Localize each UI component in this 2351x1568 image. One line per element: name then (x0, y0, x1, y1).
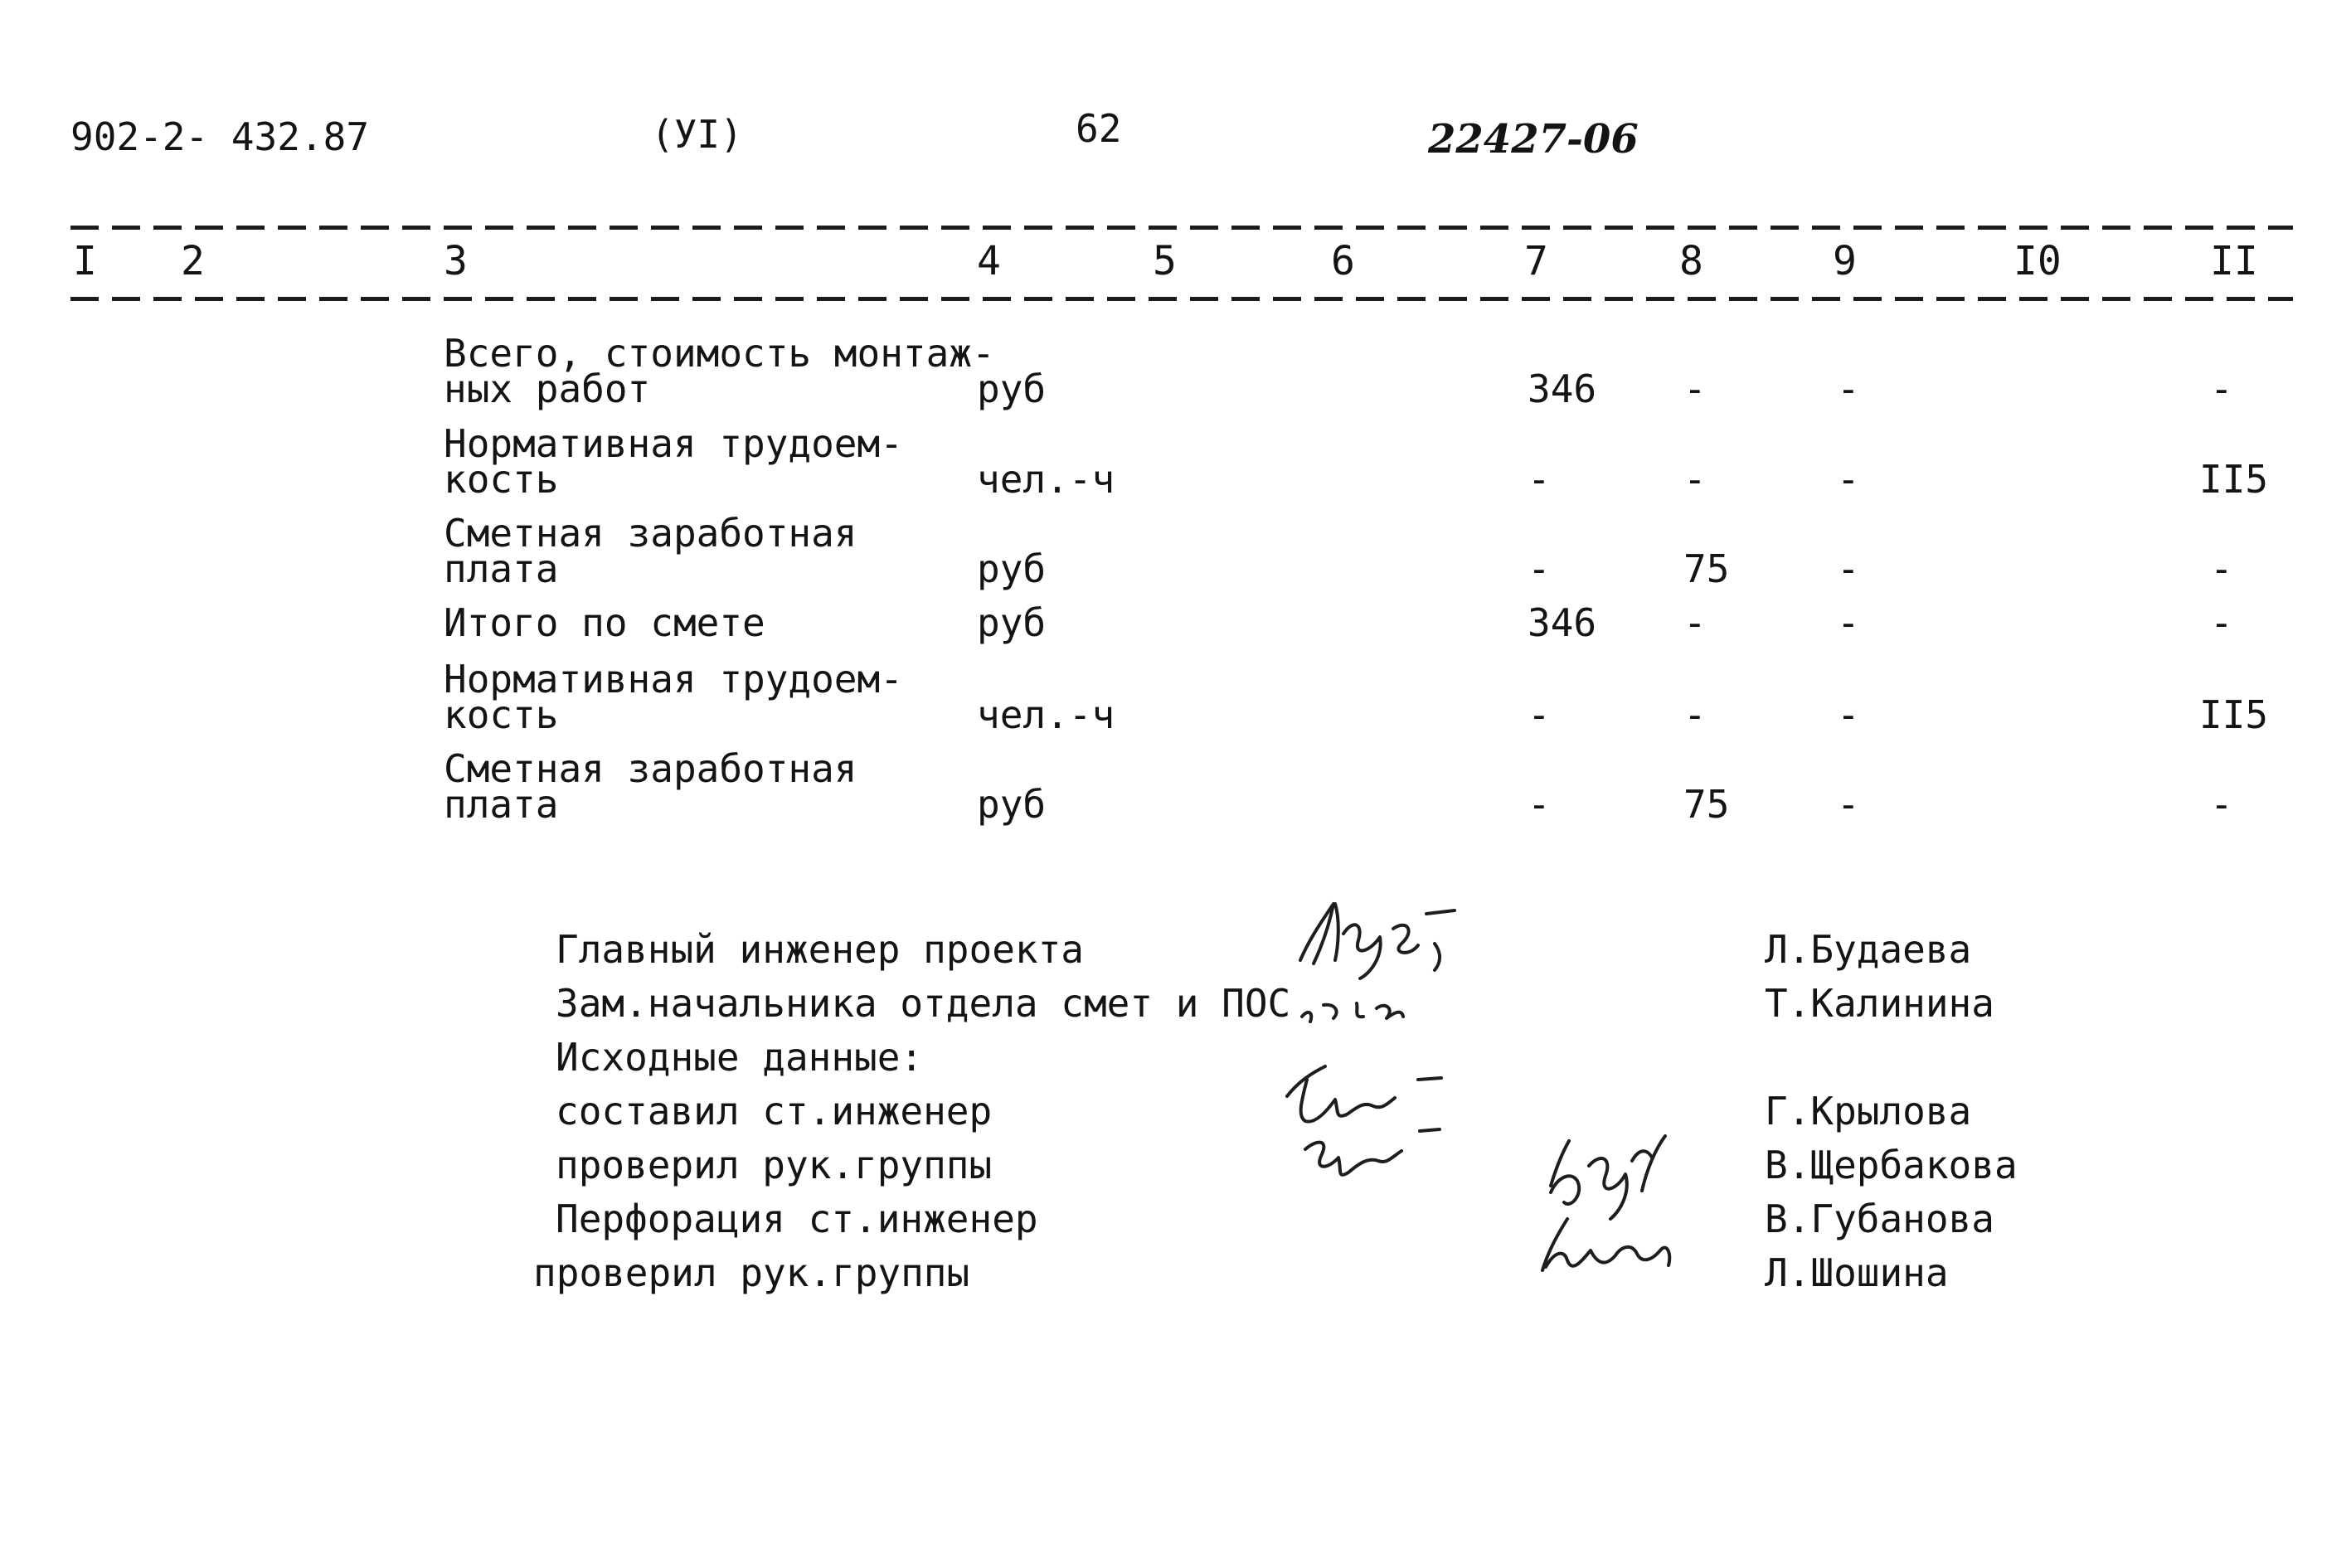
column-header: I0 (2013, 238, 2062, 284)
signature-role: Главный инженер проекта (556, 927, 1084, 972)
row-unit: чел.-ч (977, 692, 1115, 737)
row-col8: - (1683, 367, 1707, 411)
row-name-line: кость (444, 457, 559, 502)
section-label: (УI) (651, 112, 743, 157)
row-col11: - (2210, 782, 2233, 827)
column-header: 7 (1524, 238, 1548, 284)
row-col9: - (1837, 546, 1860, 591)
row-col9: - (1837, 600, 1860, 645)
handwritten-signatures (1277, 871, 1741, 1335)
column-header: 4 (977, 238, 1001, 284)
row-col7: - (1528, 692, 1551, 737)
row-col11: II5 (2199, 692, 2269, 737)
row-col7: - (1528, 457, 1551, 502)
row-col7: 346 (1528, 367, 1597, 411)
row-col8: - (1683, 457, 1707, 502)
column-header: I (73, 238, 97, 284)
signature-name: В.Щербакова (1765, 1143, 2018, 1187)
table-header-rule (70, 297, 2293, 301)
row-unit: руб (977, 782, 1047, 827)
column-header: 5 (1153, 238, 1177, 284)
row-unit: чел.-ч (977, 457, 1115, 502)
row-name-line: ных работ (444, 367, 651, 411)
signature-scrawl (1287, 1066, 1441, 1122)
row-col9: - (1837, 457, 1860, 502)
signature-name: Т.Калинина (1765, 981, 1994, 1026)
column-header: 3 (444, 238, 468, 284)
row-col11: - (2210, 600, 2233, 645)
row-col8: - (1683, 692, 1707, 737)
signature-name: Л.Шошина (1765, 1250, 1949, 1295)
row-name-line: кость (444, 692, 559, 737)
row-name-line: Нормативная трудоем- (444, 421, 903, 466)
row-unit: руб (977, 367, 1047, 411)
signature-role: Исходные данные: (556, 1035, 924, 1080)
row-col8: - (1683, 600, 1707, 645)
signature-role: составил ст.инженер (556, 1089, 993, 1134)
signature-scrawl (1551, 1136, 1665, 1219)
row-name-line: Итого по смете (444, 600, 765, 645)
signature-name: Г.Крылова (1765, 1089, 1972, 1134)
column-header: II (2210, 238, 2258, 284)
row-name-line: Сметная заработная (444, 746, 857, 791)
handwritten-code: 22427-06 (1428, 116, 1639, 163)
column-header: 9 (1833, 238, 1857, 284)
row-col11: - (2210, 367, 2233, 411)
row-unit: руб (977, 600, 1047, 645)
column-header: 2 (181, 238, 205, 284)
row-col8: 75 (1683, 546, 1730, 591)
row-col9: - (1837, 367, 1860, 411)
row-col9: - (1837, 782, 1860, 827)
signature-name: Л.Будаева (1765, 927, 1972, 972)
row-name-line: плата (444, 782, 559, 827)
table-top-rule (70, 226, 2293, 230)
row-unit: руб (977, 546, 1047, 591)
row-col8: 75 (1683, 782, 1730, 827)
signature-role: проверил рук.группы (533, 1250, 970, 1295)
row-col11: II5 (2199, 457, 2269, 502)
row-name-line: Всего, стоимость монтаж- (444, 331, 995, 376)
row-col9: - (1837, 692, 1860, 737)
page-number: 62 (1076, 106, 1122, 151)
signature-scrawl (1300, 904, 1455, 978)
signature-scrawl (1305, 1129, 1440, 1175)
row-col7: - (1528, 782, 1551, 827)
signature-scrawl (1542, 1219, 1669, 1270)
column-header: 8 (1679, 238, 1703, 284)
signature-name: В.Губанова (1765, 1197, 1994, 1241)
row-col7: 346 (1528, 600, 1597, 645)
document-number: 902-2- 432.87 (70, 114, 370, 159)
row-name-line: Сметная заработная (444, 511, 857, 556)
column-header: 6 (1331, 238, 1355, 284)
row-name-line: плата (444, 546, 559, 591)
signature-role: Зам.начальника отдела смет и ПОС (556, 981, 1291, 1026)
row-name-line: Нормативная трудоем- (444, 657, 903, 701)
signature-role: Перфорация ст.инженер (556, 1197, 1038, 1241)
row-col11: - (2210, 546, 2233, 591)
row-col7: - (1528, 546, 1551, 591)
signature-role: проверил рук.группы (556, 1143, 993, 1187)
signature-scrawl (1302, 1003, 1403, 1022)
